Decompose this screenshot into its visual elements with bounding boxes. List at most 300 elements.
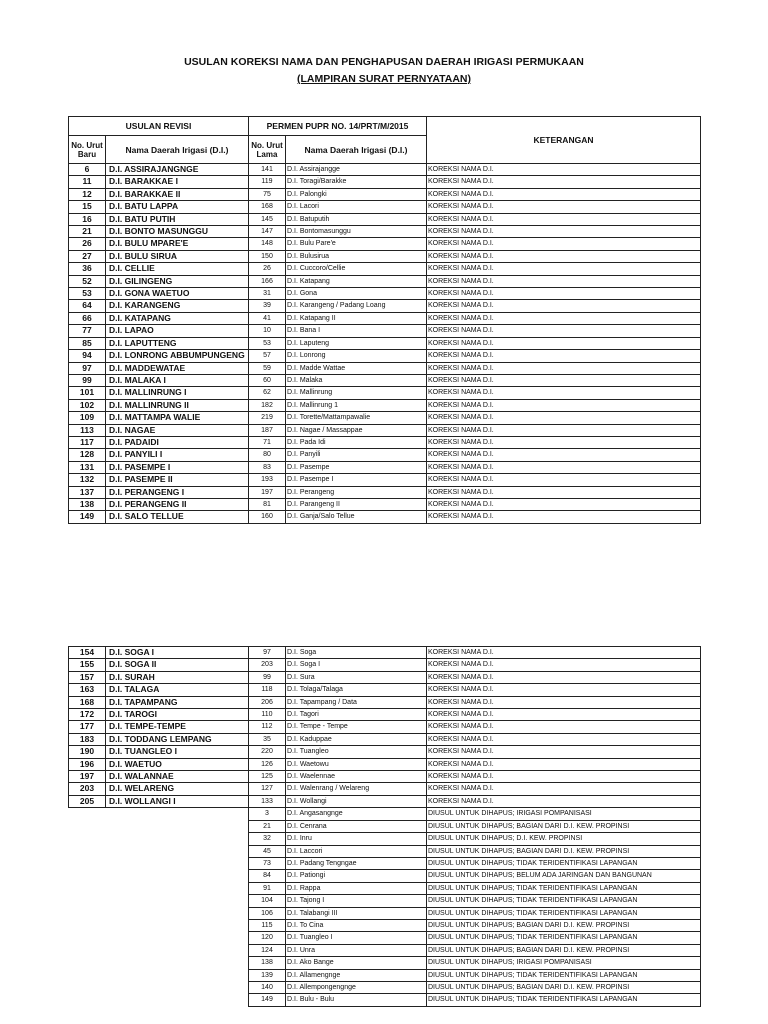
table-row [69, 164, 701, 176]
nama-di-baru-cell [106, 882, 249, 894]
no-urut-baru-cell: 12 [69, 188, 106, 200]
no-urut-lama-cell: 104 [249, 895, 286, 907]
table-row [69, 808, 701, 820]
nama-di-baru-cell: D.I. BONTO MASUNGGU [106, 226, 249, 238]
no-urut-lama-cell: 138 [249, 957, 286, 969]
no-urut-baru-cell: 94 [69, 350, 106, 362]
table-row [69, 709, 701, 721]
nama-di-lama-cell: D.I. Bulusirua [286, 250, 427, 262]
irrigation-table-bottom [68, 646, 701, 1007]
no-urut-baru-cell: 64 [69, 300, 106, 312]
keterangan-cell: KOREKSI NAMA D.I. [427, 684, 701, 696]
nama-di-baru-cell [106, 919, 249, 931]
no-urut-lama-cell: 120 [249, 932, 286, 944]
table-row [69, 895, 701, 907]
no-urut-baru-cell: 197 [69, 771, 106, 783]
table-row [69, 919, 701, 931]
keterangan-cell: KOREKSI NAMA D.I. [427, 275, 701, 287]
keterangan-cell: KOREKSI NAMA D.I. [427, 164, 701, 176]
table-row [69, 275, 701, 287]
nama-di-baru-cell: D.I. SURAH [106, 671, 249, 683]
table-body-top [69, 164, 701, 524]
nama-di-lama-cell: D.I. Laputeng [286, 337, 427, 349]
nama-di-baru-cell [106, 981, 249, 993]
nama-di-baru-cell: D.I. NAGAE [106, 424, 249, 436]
no-urut-baru-cell: 85 [69, 337, 106, 349]
keterangan-cell: KOREKSI NAMA D.I. [427, 647, 701, 659]
keterangan-cell: KOREKSI NAMA D.I. [427, 362, 701, 374]
nama-di-lama-cell: D.I. Katapang [286, 275, 427, 287]
no-urut-baru-cell: 27 [69, 250, 106, 262]
keterangan-cell: DIUSUL UNTUK DIHAPUS; IRIGASI POMPANISASI [427, 957, 701, 969]
table-row [69, 932, 701, 944]
nama-di-lama-cell: D.I. Talabangi III [286, 907, 427, 919]
nama-di-lama-cell: D.I. Pasempe [286, 461, 427, 473]
keterangan-cell: KOREKSI NAMA D.I. [427, 474, 701, 486]
no-urut-lama-cell: 187 [249, 424, 286, 436]
nama-di-lama-cell: D.I. Perangeng [286, 486, 427, 498]
nama-di-baru-cell: D.I. PASEMPE II [106, 474, 249, 486]
keterangan-cell: KOREKSI NAMA D.I. [427, 337, 701, 349]
nama-di-lama-cell: D.I. Wollangi [286, 795, 427, 807]
nama-di-baru-cell: D.I. LAPAO [106, 325, 249, 337]
nama-di-baru-cell: D.I. CELLIE [106, 263, 249, 275]
no-urut-baru-cell: 101 [69, 387, 106, 399]
keterangan-cell: DIUSUL UNTUK DIHAPUS; BAGIAN DARI D.I. KEW. PROPINSI [427, 845, 701, 857]
keterangan-cell: KOREKSI NAMA D.I. [427, 238, 701, 250]
table-row [69, 188, 701, 200]
no-urut-lama-cell: 160 [249, 511, 286, 523]
keterangan-cell: KOREKSI NAMA D.I. [427, 312, 701, 324]
no-urut-lama-cell: 99 [249, 671, 286, 683]
keterangan-cell: KOREKSI NAMA D.I. [427, 461, 701, 473]
table-row [69, 337, 701, 349]
nama-di-baru-cell [106, 907, 249, 919]
header-keterangan: KETERANGAN [427, 117, 701, 164]
nama-di-baru-cell: D.I. PASEMPE I [106, 461, 249, 473]
keterangan-cell: DIUSUL UNTUK DIHAPUS; BAGIAN DARI D.I. KEW. PROPINSI [427, 820, 701, 832]
no-urut-baru-cell [69, 957, 106, 969]
keterangan-cell: KOREKSI NAMA D.I. [427, 325, 701, 337]
no-urut-lama-cell: 35 [249, 733, 286, 745]
keterangan-cell: DIUSUL UNTUK DIHAPUS; TIDAK TERIDENTIFIKASI LAPANGAN [427, 882, 701, 894]
nama-di-baru-cell: D.I. TAPAMPANG [106, 696, 249, 708]
nama-di-baru-cell [106, 957, 249, 969]
nama-di-baru-cell: D.I. BULU MPARE'E [106, 238, 249, 250]
table-row [69, 176, 701, 188]
no-urut-baru-cell: 113 [69, 424, 106, 436]
table-row [69, 263, 701, 275]
no-urut-lama-cell: 193 [249, 474, 286, 486]
nama-di-lama-cell: D.I. Bulu - Bulu [286, 994, 427, 1006]
no-urut-lama-cell: 39 [249, 300, 286, 312]
no-urut-baru-cell: 137 [69, 486, 106, 498]
no-urut-baru-cell: 138 [69, 498, 106, 510]
table-row [69, 474, 701, 486]
nama-di-baru-cell: D.I. SOGA I [106, 647, 249, 659]
nama-di-baru-cell [106, 944, 249, 956]
nama-di-lama-cell: D.I. Rappa [286, 882, 427, 894]
no-urut-lama-cell: 80 [249, 449, 286, 461]
nama-di-lama-cell: D.I. Mallinrung 1 [286, 399, 427, 411]
nama-di-lama-cell: D.I. Unra [286, 944, 427, 956]
no-urut-baru-cell: 203 [69, 783, 106, 795]
no-urut-lama-cell: 206 [249, 696, 286, 708]
nama-di-lama-cell: D.I. Inru [286, 833, 427, 845]
keterangan-cell: DIUSUL UNTUK DIHAPUS; TIDAK TERIDENTIFIKASI LAPANGAN [427, 857, 701, 869]
nama-di-lama-cell: D.I. Cuccoro/Cellie [286, 263, 427, 275]
no-urut-lama-cell: 112 [249, 721, 286, 733]
no-urut-lama-cell: 203 [249, 659, 286, 671]
keterangan-cell: DIUSUL UNTUK DIHAPUS; TIDAK TERIDENTIFIKASI LAPANGAN [427, 994, 701, 1006]
no-urut-baru-cell: 66 [69, 312, 106, 324]
no-urut-baru-cell: 53 [69, 288, 106, 300]
table-row [69, 374, 701, 386]
nama-di-baru-cell: D.I. KATAPANG [106, 312, 249, 324]
nama-di-lama-cell: D.I. Bulu Pare'e [286, 238, 427, 250]
no-urut-lama-cell: 150 [249, 250, 286, 262]
nama-di-lama-cell: D.I. Bana I [286, 325, 427, 337]
no-urut-baru-cell [69, 981, 106, 993]
nama-di-lama-cell: D.I. Lacori [286, 201, 427, 213]
table-row [69, 696, 701, 708]
no-urut-lama-cell: 57 [249, 350, 286, 362]
header-nama-di-lama: Nama Daerah Irigasi (D.I.) [286, 136, 427, 164]
nama-di-lama-cell: D.I. Mallinrung [286, 387, 427, 399]
table-row [69, 250, 701, 262]
no-urut-lama-cell: 26 [249, 263, 286, 275]
nama-di-lama-cell: D.I. Tagori [286, 709, 427, 721]
keterangan-cell: KOREKSI NAMA D.I. [427, 399, 701, 411]
no-urut-baru-cell [69, 932, 106, 944]
table-row [69, 387, 701, 399]
nama-di-baru-cell [106, 808, 249, 820]
nama-di-lama-cell: D.I. Padang Tengngae [286, 857, 427, 869]
no-urut-baru-cell [69, 870, 106, 882]
no-urut-lama-cell: 115 [249, 919, 286, 931]
nama-di-baru-cell: D.I. PANYILI I [106, 449, 249, 461]
nama-di-baru-cell: D.I. WAETUO [106, 758, 249, 770]
keterangan-cell: KOREKSI NAMA D.I. [427, 671, 701, 683]
no-urut-lama-cell: 147 [249, 226, 286, 238]
nama-di-lama-cell: D.I. Nagae / Massappae [286, 424, 427, 436]
nama-di-baru-cell [106, 857, 249, 869]
no-urut-lama-cell: 126 [249, 758, 286, 770]
nama-di-lama-cell: D.I. Palongki [286, 188, 427, 200]
no-urut-lama-cell: 59 [249, 362, 286, 374]
no-urut-baru-cell: 132 [69, 474, 106, 486]
table-row [69, 288, 701, 300]
nama-di-lama-cell: D.I. Torette/Mattampawalie [286, 412, 427, 424]
keterangan-cell: KOREKSI NAMA D.I. [427, 374, 701, 386]
no-urut-baru-cell [69, 808, 106, 820]
no-urut-lama-cell: 219 [249, 412, 286, 424]
no-urut-baru-cell [69, 857, 106, 869]
table-row [69, 994, 701, 1006]
nama-di-lama-cell: D.I. Panyili [286, 449, 427, 461]
table-row [69, 226, 701, 238]
table-row [69, 424, 701, 436]
keterangan-cell: DIUSUL UNTUK DIHAPUS; TIDAK TERIDENTIFIKASI LAPANGAN [427, 969, 701, 981]
no-urut-lama-cell: 31 [249, 288, 286, 300]
nama-di-baru-cell: D.I. BARAKKAE I [106, 176, 249, 188]
no-urut-baru-cell: 183 [69, 733, 106, 745]
nama-di-baru-cell: D.I. TEMPE-TEMPE [106, 721, 249, 733]
keterangan-cell: KOREKSI NAMA D.I. [427, 511, 701, 523]
no-urut-lama-cell: 140 [249, 981, 286, 993]
keterangan-cell: KOREKSI NAMA D.I. [427, 250, 701, 262]
no-urut-baru-cell: 154 [69, 647, 106, 659]
nama-di-lama-cell: D.I. Gona [286, 288, 427, 300]
table-row [69, 201, 701, 213]
nama-di-lama-cell: D.I. To Cina [286, 919, 427, 931]
no-urut-lama-cell: 145 [249, 213, 286, 225]
nama-di-lama-cell: D.I. Tuangleo I [286, 932, 427, 944]
nama-di-baru-cell: D.I. TALAGA [106, 684, 249, 696]
keterangan-cell: KOREKSI NAMA D.I. [427, 387, 701, 399]
keterangan-cell: KOREKSI NAMA D.I. [427, 226, 701, 238]
nama-di-baru-cell [106, 870, 249, 882]
no-urut-lama-cell: 197 [249, 486, 286, 498]
nama-di-baru-cell: D.I. MADDEWATAE [106, 362, 249, 374]
keterangan-cell: DIUSUL UNTUK DIHAPUS; IRIGASI POMPANISASI [427, 808, 701, 820]
table-row [69, 721, 701, 733]
nama-di-lama-cell: D.I. Walenrang / Welareng [286, 783, 427, 795]
nama-di-lama-cell: D.I. Soga [286, 647, 427, 659]
no-urut-lama-cell: 148 [249, 238, 286, 250]
nama-di-baru-cell [106, 845, 249, 857]
irrigation-table-top [68, 116, 701, 524]
nama-di-lama-cell: D.I. Pada Idi [286, 436, 427, 448]
no-urut-lama-cell: 106 [249, 907, 286, 919]
table-row [69, 511, 701, 523]
nama-di-lama-cell: D.I. Sura [286, 671, 427, 683]
no-urut-baru-cell [69, 820, 106, 832]
no-urut-lama-cell: 139 [249, 969, 286, 981]
no-urut-lama-cell: 141 [249, 164, 286, 176]
no-urut-lama-cell: 97 [249, 647, 286, 659]
no-urut-baru-cell [69, 882, 106, 894]
table-row [69, 746, 701, 758]
no-urut-lama-cell: 81 [249, 498, 286, 510]
no-urut-baru-cell: 36 [69, 263, 106, 275]
no-urut-baru-cell: 172 [69, 709, 106, 721]
keterangan-cell: KOREKSI NAMA D.I. [427, 795, 701, 807]
table-row [69, 733, 701, 745]
no-urut-lama-cell: 75 [249, 188, 286, 200]
nama-di-baru-cell: D.I. TUANGLEO I [106, 746, 249, 758]
nama-di-lama-cell: D.I. Karangeng / Padang Loang [286, 300, 427, 312]
no-urut-baru-cell: 131 [69, 461, 106, 473]
nama-di-lama-cell: D.I. Allempongengnge [286, 981, 427, 993]
no-urut-lama-cell: 10 [249, 325, 286, 337]
no-urut-baru-cell [69, 944, 106, 956]
table-row [69, 659, 701, 671]
nama-di-lama-cell: D.I. Kaduppae [286, 733, 427, 745]
keterangan-cell: KOREKSI NAMA D.I. [427, 201, 701, 213]
nama-di-lama-cell: D.I. Ako Bange [286, 957, 427, 969]
nama-di-baru-cell: D.I. MALLINRUNG II [106, 399, 249, 411]
nama-di-baru-cell: D.I. MATTAMPA WALIE [106, 412, 249, 424]
table-row [69, 436, 701, 448]
no-urut-lama-cell: 110 [249, 709, 286, 721]
nama-di-baru-cell: D.I. MALLINRUNG I [106, 387, 249, 399]
table-row [69, 957, 701, 969]
table-row [69, 981, 701, 993]
no-urut-baru-cell [69, 833, 106, 845]
keterangan-cell: KOREKSI NAMA D.I. [427, 486, 701, 498]
nama-di-lama-cell: D.I. Pationgi [286, 870, 427, 882]
no-urut-baru-cell: 196 [69, 758, 106, 770]
keterangan-cell: DIUSUL UNTUK DIHAPUS; BELUM ADA JARINGAN DAN BANGUNAN [427, 870, 701, 882]
table-row [69, 907, 701, 919]
table-row [69, 882, 701, 894]
table-body-bottom [69, 647, 701, 1007]
table-row [69, 486, 701, 498]
nama-di-lama-cell: D.I. Bontomasunggu [286, 226, 427, 238]
table-row [69, 820, 701, 832]
no-urut-baru-cell: 97 [69, 362, 106, 374]
no-urut-baru-cell [69, 845, 106, 857]
nama-di-lama-cell: D.I. Malaka [286, 374, 427, 386]
keterangan-cell: DIUSUL UNTUK DIHAPUS; D.I. KEW. PROPINSI [427, 833, 701, 845]
nama-di-baru-cell: D.I. KARANGENG [106, 300, 249, 312]
table-row [69, 350, 701, 362]
nama-di-baru-cell: D.I. GONA WAETUO [106, 288, 249, 300]
nama-di-lama-cell: D.I. Tapampang / Data [286, 696, 427, 708]
table-row [69, 647, 701, 659]
keterangan-cell: KOREKSI NAMA D.I. [427, 746, 701, 758]
no-urut-baru-cell: 128 [69, 449, 106, 461]
no-urut-baru-cell: 11 [69, 176, 106, 188]
no-urut-baru-cell [69, 919, 106, 931]
table-row [69, 300, 701, 312]
no-urut-lama-cell: 83 [249, 461, 286, 473]
no-urut-lama-cell: 62 [249, 387, 286, 399]
nama-di-baru-cell: D.I. BATU PUTIH [106, 213, 249, 225]
no-urut-baru-cell: 190 [69, 746, 106, 758]
no-urut-baru-cell [69, 895, 106, 907]
keterangan-cell: KOREKSI NAMA D.I. [427, 771, 701, 783]
no-urut-baru-cell: 155 [69, 659, 106, 671]
keterangan-cell: KOREKSI NAMA D.I. [427, 213, 701, 225]
header-usulan-revisi: USULAN REVISI [69, 117, 249, 136]
nama-di-lama-cell: D.I. Assirajangge [286, 164, 427, 176]
no-urut-baru-cell: 77 [69, 325, 106, 337]
keterangan-cell: KOREKSI NAMA D.I. [427, 498, 701, 510]
nama-di-lama-cell: D.I. Allamengnge [286, 969, 427, 981]
keterangan-cell: KOREKSI NAMA D.I. [427, 733, 701, 745]
nama-di-baru-cell [106, 969, 249, 981]
table-row [69, 795, 701, 807]
keterangan-cell: KOREKSI NAMA D.I. [427, 783, 701, 795]
nama-di-baru-cell: D.I. SALO TELLUE [106, 511, 249, 523]
nama-di-lama-cell: D.I. Tajong I [286, 895, 427, 907]
no-urut-baru-cell: 177 [69, 721, 106, 733]
keterangan-cell: KOREKSI NAMA D.I. [427, 263, 701, 275]
table-row [69, 684, 701, 696]
nama-di-baru-cell: D.I. WELARENG [106, 783, 249, 795]
table-row [69, 944, 701, 956]
no-urut-baru-cell: 21 [69, 226, 106, 238]
table-row [69, 325, 701, 337]
nama-di-lama-cell: D.I. Madde Wattae [286, 362, 427, 374]
keterangan-cell: KOREKSI NAMA D.I. [427, 659, 701, 671]
nama-di-baru-cell: D.I. MALAKA I [106, 374, 249, 386]
nama-di-baru-cell [106, 833, 249, 845]
nama-di-lama-cell: D.I. Batuputih [286, 213, 427, 225]
nama-di-baru-cell: D.I. TODDANG LEMPANG [106, 733, 249, 745]
nama-di-lama-cell: D.I. Ganja/Salo Tellue [286, 511, 427, 523]
no-urut-lama-cell: 118 [249, 684, 286, 696]
no-urut-baru-cell [69, 907, 106, 919]
table-row [69, 312, 701, 324]
nama-di-lama-cell: D.I. Tempe - Tempe [286, 721, 427, 733]
no-urut-baru-cell: 52 [69, 275, 106, 287]
no-urut-baru-cell: 157 [69, 671, 106, 683]
header-nama-di: Nama Daerah Irigasi (D.I.) [106, 136, 249, 164]
no-urut-lama-cell: 166 [249, 275, 286, 287]
table-row [69, 783, 701, 795]
nama-di-lama-cell: D.I. Tuangleo [286, 746, 427, 758]
no-urut-baru-cell: 117 [69, 436, 106, 448]
table-row [69, 845, 701, 857]
no-urut-lama-cell: 53 [249, 337, 286, 349]
nama-di-baru-cell: D.I. PERANGENG II [106, 498, 249, 510]
table-row [69, 969, 701, 981]
table-row [69, 671, 701, 683]
nama-di-baru-cell [106, 994, 249, 1006]
table-row [69, 213, 701, 225]
keterangan-cell: KOREKSI NAMA D.I. [427, 436, 701, 448]
no-urut-lama-cell: 41 [249, 312, 286, 324]
table-row [69, 449, 701, 461]
no-urut-lama-cell: 149 [249, 994, 286, 1006]
no-urut-baru-cell: 26 [69, 238, 106, 250]
no-urut-lama-cell: 32 [249, 833, 286, 845]
table-row [69, 399, 701, 411]
nama-di-lama-cell: D.I. Waetowu [286, 758, 427, 770]
table-row [69, 412, 701, 424]
no-urut-baru-cell: 6 [69, 164, 106, 176]
table-row [69, 758, 701, 770]
nama-di-lama-cell: D.I. Tolaga/Talaga [286, 684, 427, 696]
no-urut-lama-cell: 124 [249, 944, 286, 956]
header-no-urut-lama: No. Urut Lama [249, 136, 286, 164]
keterangan-cell: KOREKSI NAMA D.I. [427, 350, 701, 362]
no-urut-lama-cell: 21 [249, 820, 286, 832]
no-urut-lama-cell: 60 [249, 374, 286, 386]
table-row [69, 771, 701, 783]
table-row [69, 362, 701, 374]
no-urut-lama-cell: 73 [249, 857, 286, 869]
nama-di-baru-cell: D.I. SOGA II [106, 659, 249, 671]
no-urut-lama-cell: 84 [249, 870, 286, 882]
no-urut-lama-cell: 220 [249, 746, 286, 758]
nama-di-lama-cell: D.I. Lonrong [286, 350, 427, 362]
no-urut-lama-cell: 125 [249, 771, 286, 783]
nama-di-baru-cell: D.I. BATU LAPPA [106, 201, 249, 213]
no-urut-lama-cell: 168 [249, 201, 286, 213]
keterangan-cell: DIUSUL UNTUK DIHAPUS; BAGIAN DARI D.I. KEW. PROPINSI [427, 944, 701, 956]
nama-di-baru-cell: D.I. TAROGI [106, 709, 249, 721]
nama-di-baru-cell: D.I. GILINGENG [106, 275, 249, 287]
keterangan-cell: KOREKSI NAMA D.I. [427, 188, 701, 200]
no-urut-lama-cell: 133 [249, 795, 286, 807]
no-urut-lama-cell: 45 [249, 845, 286, 857]
keterangan-cell: KOREKSI NAMA D.I. [427, 721, 701, 733]
table-row [69, 238, 701, 250]
